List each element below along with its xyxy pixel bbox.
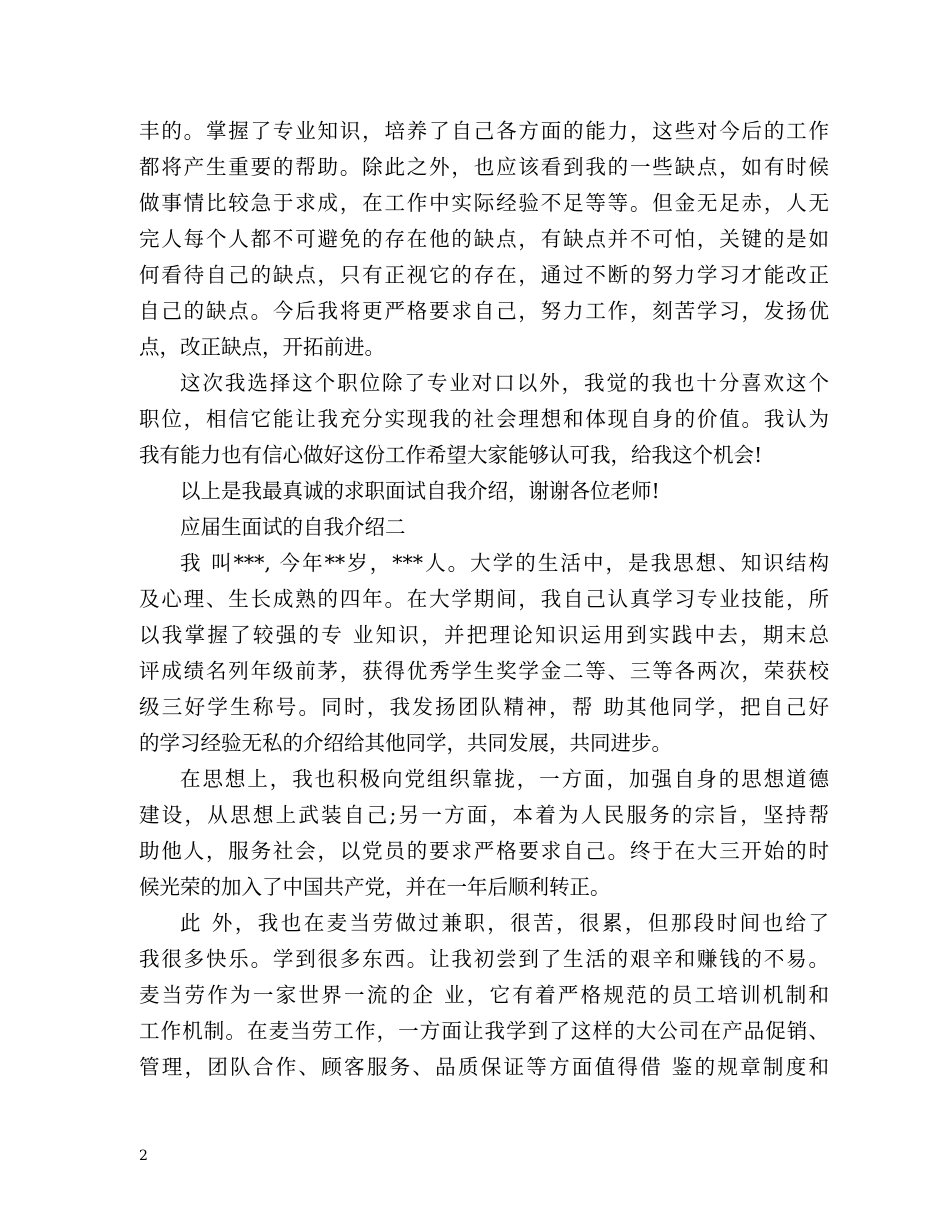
text-line: 何看待自己的缺点，只有正视它的存在，通过不断的努力学习才能改正 — [139, 263, 829, 287]
text-line: 完人每个人都不可避免的存在他的缺点，有缺点并不可怕，关键的是如 — [139, 227, 829, 251]
text-line: 职位，相信它能让我充分实现我的社会理想和体现自身的价值。我认为 — [139, 407, 829, 431]
page-number: 2 — [139, 1148, 148, 1164]
text-line: 级三好学生称号。同时，我发扬团队精神，帮 助其他同学，把自己好 — [139, 695, 829, 719]
text-line: 此 外，我也在麦当劳做过兼职，很苦，很累，但那段时间也给了 — [180, 911, 829, 935]
document-body — [139, 113, 829, 1085]
text-line: 这次我选择这个职位除了专业对口以外，我觉的我也十分喜欢这个 — [180, 371, 829, 395]
text-line: 丰的。掌握了专业知识，培养了自己各方面的能力，这些对今后的工作 — [139, 119, 829, 143]
text-line: 做事情比较急于求成，在工作中实际经验不足等等。但金无足赤，人无 — [139, 191, 829, 215]
text-line: 我 叫***, 今年**岁，***人。大学的生活中，是我思想、知识结构 — [180, 551, 829, 575]
text-line: 点，改正缺点，开拓前进。 — [139, 335, 385, 359]
text-line: 在思想上，我也积极向党组织靠拢，一方面，加强自身的思想道德 — [180, 767, 829, 791]
text-line: 评成绩名列年级前茅，获得优秀学生奖学金二等、三等各两次，荣获校 — [139, 659, 829, 683]
text-line: 建设，从思想上武装自己;另一方面，本着为人民服务的宗旨，坚持帮 — [139, 803, 829, 827]
text-line: 都将产生重要的帮助。除此之外，也应该看到我的一些缺点，如有时候 — [139, 155, 829, 179]
text-line: 我很多快乐。学到很多东西。让我初尝到了生活的艰辛和赚钱的不易。 — [139, 947, 829, 971]
text-line: 麦当劳作为一家世界一流的企 业，它有着严格规范的员工培训机制和 — [139, 983, 829, 1007]
text-line: 的学习经验无私的介绍给其他同学，共同发展，共同进步。 — [139, 731, 672, 755]
text-line: 自己的缺点。今后我将更严格要求自己，努力工作，刻苦学习，发扬优 — [139, 299, 829, 323]
text-line: 以上是我最真诚的求职面试自我介绍，谢谢各位老师! — [180, 479, 660, 503]
text-line: 管理，团队合作、顾客服务、品质保证等方面值得借 鉴的规章制度和 — [139, 1055, 829, 1079]
text-line: 我有能力也有信心做好这份工作希望大家能够认可我，给我这个机会! — [139, 443, 763, 467]
text-line: 及心理、生长成熟的四年。在大学期间，我自己认真学习专业技能，所 — [139, 587, 829, 611]
text-line: 以我掌握了较强的专 业知识，并把理论知识运用到实践中去，期末总 — [139, 623, 829, 647]
text-line: 助他人，服务社会，以党员的要求严格要求自己。终于在大三开始的时 — [139, 839, 829, 863]
text-line: 工作机制。在麦当劳工作，一方面让我学到了这样的大公司在产品促销、 — [139, 1019, 829, 1043]
text-line: 候光荣的加入了中国共产党，并在一年后顺利转正。 — [139, 875, 611, 899]
section-heading: 应届生面试的自我介绍二 — [180, 515, 406, 539]
